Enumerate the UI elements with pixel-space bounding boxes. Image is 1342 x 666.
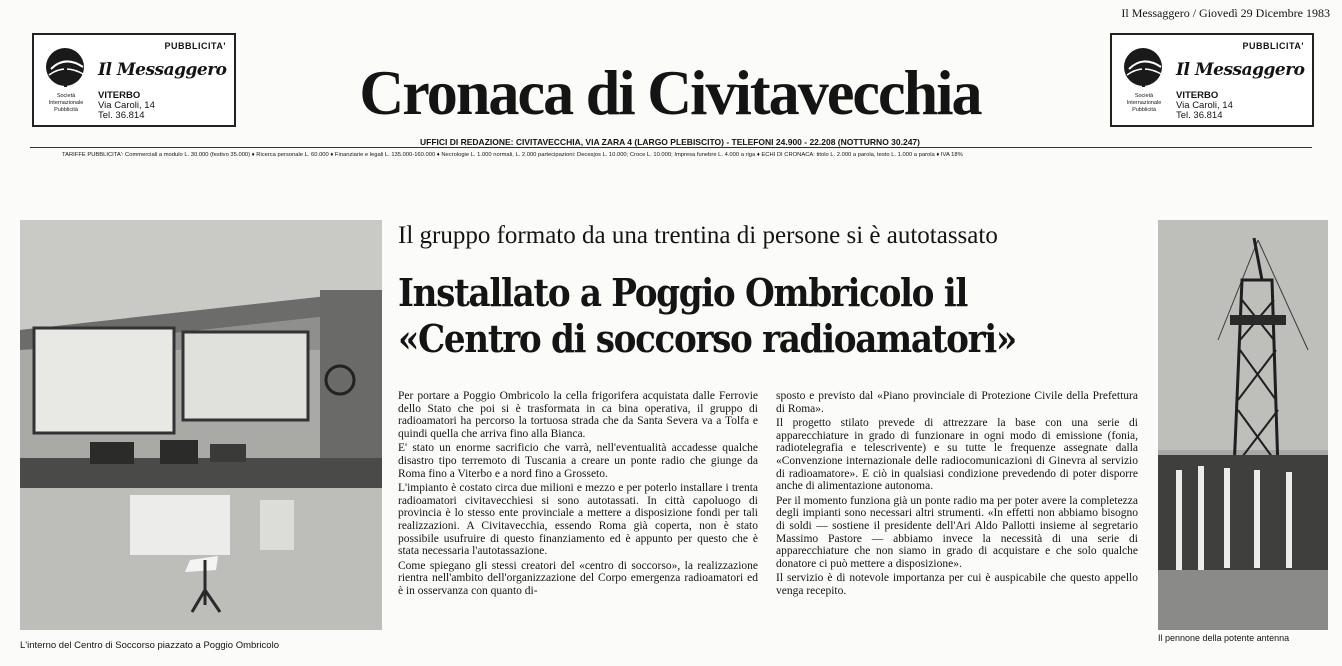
photo-antenna-illustration <box>1158 220 1328 630</box>
paragraph: E' stato un enorme sacrificio che varrà, nell'eventualità accadesse qualche disastro tipo terremoto di Tuscania a creare un ponte radio che giunge da Roma fino a Viterbo e a nord fino a Grosseto. <box>398 442 758 480</box>
advertising-rates: TARIFFE PUBBLICITA': Commerciali a modulo L. 30.000 (festivo 35.000) ♦ Ricerca personale L. 60.000 ♦ Finanziarie e legali L. 135.000-160.000 ♦ Necrologie L. 1.000 normali, L. 2.000 partecipazioni: Decesjos L. 10.000; Croce L. 10.000; Impresa funebre L. 4.000 a riga ♦ ECHI DI CRONACA: titolo L. 2.000 a parola, testo L. 1.000 a parola ♦ IVA 18% <box>62 152 963 158</box>
advert-street: Via Caroli, 14 <box>98 100 155 111</box>
headline-line-1: Installato a Poggio Ombricolo il <box>398 270 967 315</box>
paragraph: Il servizio è di notevole importanza per cui è auspicabile che questo appello venga recepito. <box>776 572 1138 597</box>
caption-left: L'interno del Centro di Soccorso piazzato a Poggio Ombricolo <box>20 640 279 651</box>
article-headline <box>398 270 1073 362</box>
photo-interior-illustration <box>20 220 382 630</box>
masthead-rule <box>30 147 1312 148</box>
editorial-offices: UFFICI DI REDAZIONE: CIVITAVECCHIA, VIA ZARA 4 (LARGO PLEBISCITO) - TELEFONI 24.900 - 22.208 (NOTTURNO 30.247) <box>420 137 920 147</box>
article-kicker: Il gruppo formato da una trentina di persone si è autotassato <box>398 222 998 249</box>
article-column-1 <box>398 390 758 600</box>
advert-address <box>98 91 155 121</box>
headline-line-2: «Centro di soccorso radioamatori» <box>398 316 1016 361</box>
advert-company: Società Internazionale Pubblicità <box>48 93 84 113</box>
advert-paper-name: Il Messaggero <box>98 60 227 80</box>
photo-rescue-center-interior <box>20 220 382 630</box>
advert-phone: Tel. 36.814 <box>98 110 145 121</box>
photo-antenna-tower <box>1158 220 1328 630</box>
article-column-2 <box>776 390 1138 600</box>
advert-company: Società Internazionale Pubblicità <box>1126 93 1162 113</box>
advert-phone: Tel. 36.814 <box>1176 110 1223 121</box>
dateline: Il Messaggero / Giovedì 29 Dicembre 1983 <box>1121 6 1330 20</box>
spi-logo-icon <box>43 45 91 89</box>
advert-label: PUBBLICITA' <box>164 41 226 51</box>
advert-street: Via Caroli, 14 <box>1176 100 1233 111</box>
advert-box-right <box>1110 33 1314 127</box>
advert-city: VITERBO <box>98 90 141 101</box>
advert-label: PUBBLICITA' <box>1242 41 1304 51</box>
paragraph: Come spiegano gli stessi creatori del «centro di soccorso», la realizzazione rientra nell'ambito dell'organizzazione del Corpo emergenza radioamatori ed è in osservanza con quanto di- <box>398 559 758 597</box>
advert-paper-name: Il Messaggero <box>1176 60 1305 80</box>
advert-address <box>1176 91 1233 121</box>
paragraph: Per portare a Poggio Ombricolo la cella frigorifera acquistata dalle Ferrovie dello Stato che poi si è trasformata in ca bina operativa, il gruppo di radioamatori ha percorso la tortuosa strada che da Santa Severa va a Tolfa e quindi quella che arriva fino alla Bianca. <box>398 390 758 440</box>
paragraph: sposto e previsto dal «Piano provinciale di Protezione Civile della Prefettura di Roma». <box>776 390 1138 415</box>
paragraph: L'impianto è costato circa due milioni e mezzo e per poterlo installare i trenta radioamatori civitavecchiesi si sono autotassati. In città capoluogo di provincia è lo stesso ente provinciale a mettere a disposizione fondi per tali realizzazioni. A Civitavecchia, essendo Roma già coperta, non è stato possibile usufruire di questo finanziamento ed è appunto per questo che è stata necessaria l'autotassazione. <box>398 482 758 558</box>
advert-box-left <box>32 33 236 127</box>
masthead-title: Cronaca di Civitavecchia <box>359 57 981 128</box>
advert-city: VITERBO <box>1176 90 1219 101</box>
paragraph: Per il momento funziona già un ponte radio ma per poter avere la completezza degli impianti sono necessari altri strumenti. «In effetti non abbiamo bisogno di soldi — sostiene il presidente dell'Ari Aldo Pallotti insieme al segretario Massimo Pastore — abbiamo invece la necessità di una serie di apparecchiature che non siamo in grado di acquistare e che solo qualche donatore ci può mettere a disposizione». <box>776 494 1138 570</box>
spi-logo-icon <box>1121 45 1169 89</box>
caption-right: Il pennone della potente antenna <box>1158 633 1290 643</box>
paragraph: Il progetto stilato prevede di attrezzare la base con una serie di apparecchiature in grado di funzionare in ogni modo di emissione (fonia, radiotelegrafia e telescrivente) e su tutte le frequenze assegnate dalla «Convenzione internazionale delle radiocomunicazioni di Ginevra al servizio di radioamatore». E ciò in qualsiasi condizione prevedendo di poter disporre anche di alimentazione autonoma. <box>776 417 1138 493</box>
